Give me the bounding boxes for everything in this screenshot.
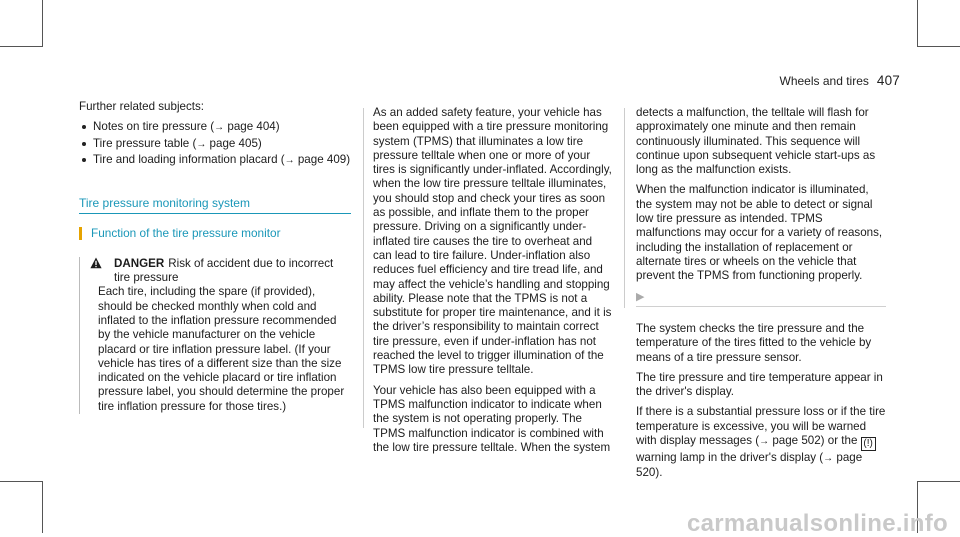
danger-box <box>79 257 351 414</box>
column-end-rule <box>636 306 886 307</box>
warning-triangle-icon <box>90 257 102 269</box>
tire-pressure-warning-lamp-icon: (!) <box>861 437 876 451</box>
crop-mark <box>42 481 43 533</box>
related-list <box>79 120 351 168</box>
paragraph: When the malfunction indicator is illuminated, the system may not be able to detect or signal low tire pressure as intended. TPMS malfunctions may occur for a variety of reasons, including the installation of replacement or alternate tires or wheels on the vehicle that prevent the TPMS from functioning properly. <box>636 183 883 283</box>
crop-mark <box>917 0 918 47</box>
paragraph: Your vehicle has also been equipped with a TPMS malfunction indicator to indicate when the system is not operating properly. The TPMS malfunction indicator is combined with the low tire pressure telltale. When the system <box>373 383 611 454</box>
related-item[interactable]: Tire pressure table (→ page 405) <box>79 137 351 152</box>
paragraph: The system checks the tire pressure and the temperature of the tires fitted to the vehicle by means of a tire pressure sensor. <box>636 322 872 364</box>
arrow-icon: → <box>823 453 834 465</box>
running-header <box>780 74 901 88</box>
watermark: carmanualsonline.info <box>686 509 948 537</box>
crop-mark <box>917 481 960 482</box>
related-item[interactable]: Notes on tire pressure (→ page 404) <box>79 120 351 135</box>
crop-mark <box>0 481 42 482</box>
section-title: Tire pressure monitoring system <box>79 196 351 214</box>
danger-label: DANGER <box>114 256 165 270</box>
subsection-title: Function of the tire pressure monitor <box>79 226 351 240</box>
danger-headline: Risk of accident due to incorrect tire pressure <box>114 256 334 285</box>
column-1 <box>79 100 351 420</box>
column-divider <box>624 108 625 308</box>
arrow-icon: → <box>759 436 770 448</box>
page-reference[interactable]: page 520). <box>636 451 863 480</box>
paragraph: The tire pressure and tire temperature appear in the driver's display. <box>636 370 883 399</box>
related-item[interactable]: Tire and loading information placard (→ page 409) <box>79 153 351 168</box>
related-intro: Further related subjects: <box>79 100 205 113</box>
page-reference[interactable]: page 502) or the <box>772 434 858 448</box>
arrow-icon: → <box>214 122 225 134</box>
header-section: Wheels and tires <box>779 74 869 88</box>
danger-body: Each tire, including the spare (if provided), should be checked monthly when cold and inflated to the inflation pressure recommended by the vehicle manufacturer on the vehicle placard or tire inflation pressure label. (If your vehicle has tires of a different size than the size indicated on the vehicle placard or tire inflation pressure label, you should determine the proper tire inflation pressure for those tires.) <box>98 285 345 413</box>
arrow-icon: → <box>196 138 207 150</box>
end-marker-icon: ▶ <box>636 290 645 303</box>
paragraph: If there is a substantial pressure loss or if the tire temperature is excessive, you will be warned with display messages (→ page 502) or the (!) warning lamp in the driver's display (→ page 520). <box>636 405 886 480</box>
arrow-icon: → <box>284 154 295 166</box>
paragraph: detects a malfunction, the telltale will flash for approximately one minute and then remain continuously illuminated. This sequence will continue upon subsequent vehicle start-ups as long as the malfunction exists. <box>636 106 876 177</box>
paragraph: As an added safety feature, your vehicle has been equipped with a tire pressure monitoring system (TPMS) that illuminates a low tire pressure telltale when one or more of your tires is significantly under-inflated. Accordingly, when the low tire pressure telltale illuminates, you should stop and check your tires as soon as possible, and inflate them to the proper pressure. Driving on a significantly under-inflated tire causes the tire to overheat and can lead to tire failure. Under-inflation also reduces fuel efficiency and tire tread life, and may affect the vehicle’s handling and stopping ability. Please note that the TPMS is not a substitute for proper tire maintenance, and it is the driver’s responsibility to maintain correct tire pressure, even if under-inflation has not reached the level to trigger illumination of the TPMS low tire pressure telltale. <box>373 106 612 377</box>
column-3 <box>636 106 886 304</box>
danger-header <box>98 257 351 286</box>
column-divider <box>363 108 364 428</box>
column-3-lower <box>636 322 886 487</box>
subsection-marker <box>79 227 82 240</box>
crop-mark <box>42 0 43 47</box>
column-2 <box>373 106 613 461</box>
crop-mark <box>917 46 960 47</box>
crop-mark <box>0 46 42 47</box>
page-number: 407 <box>876 73 900 88</box>
